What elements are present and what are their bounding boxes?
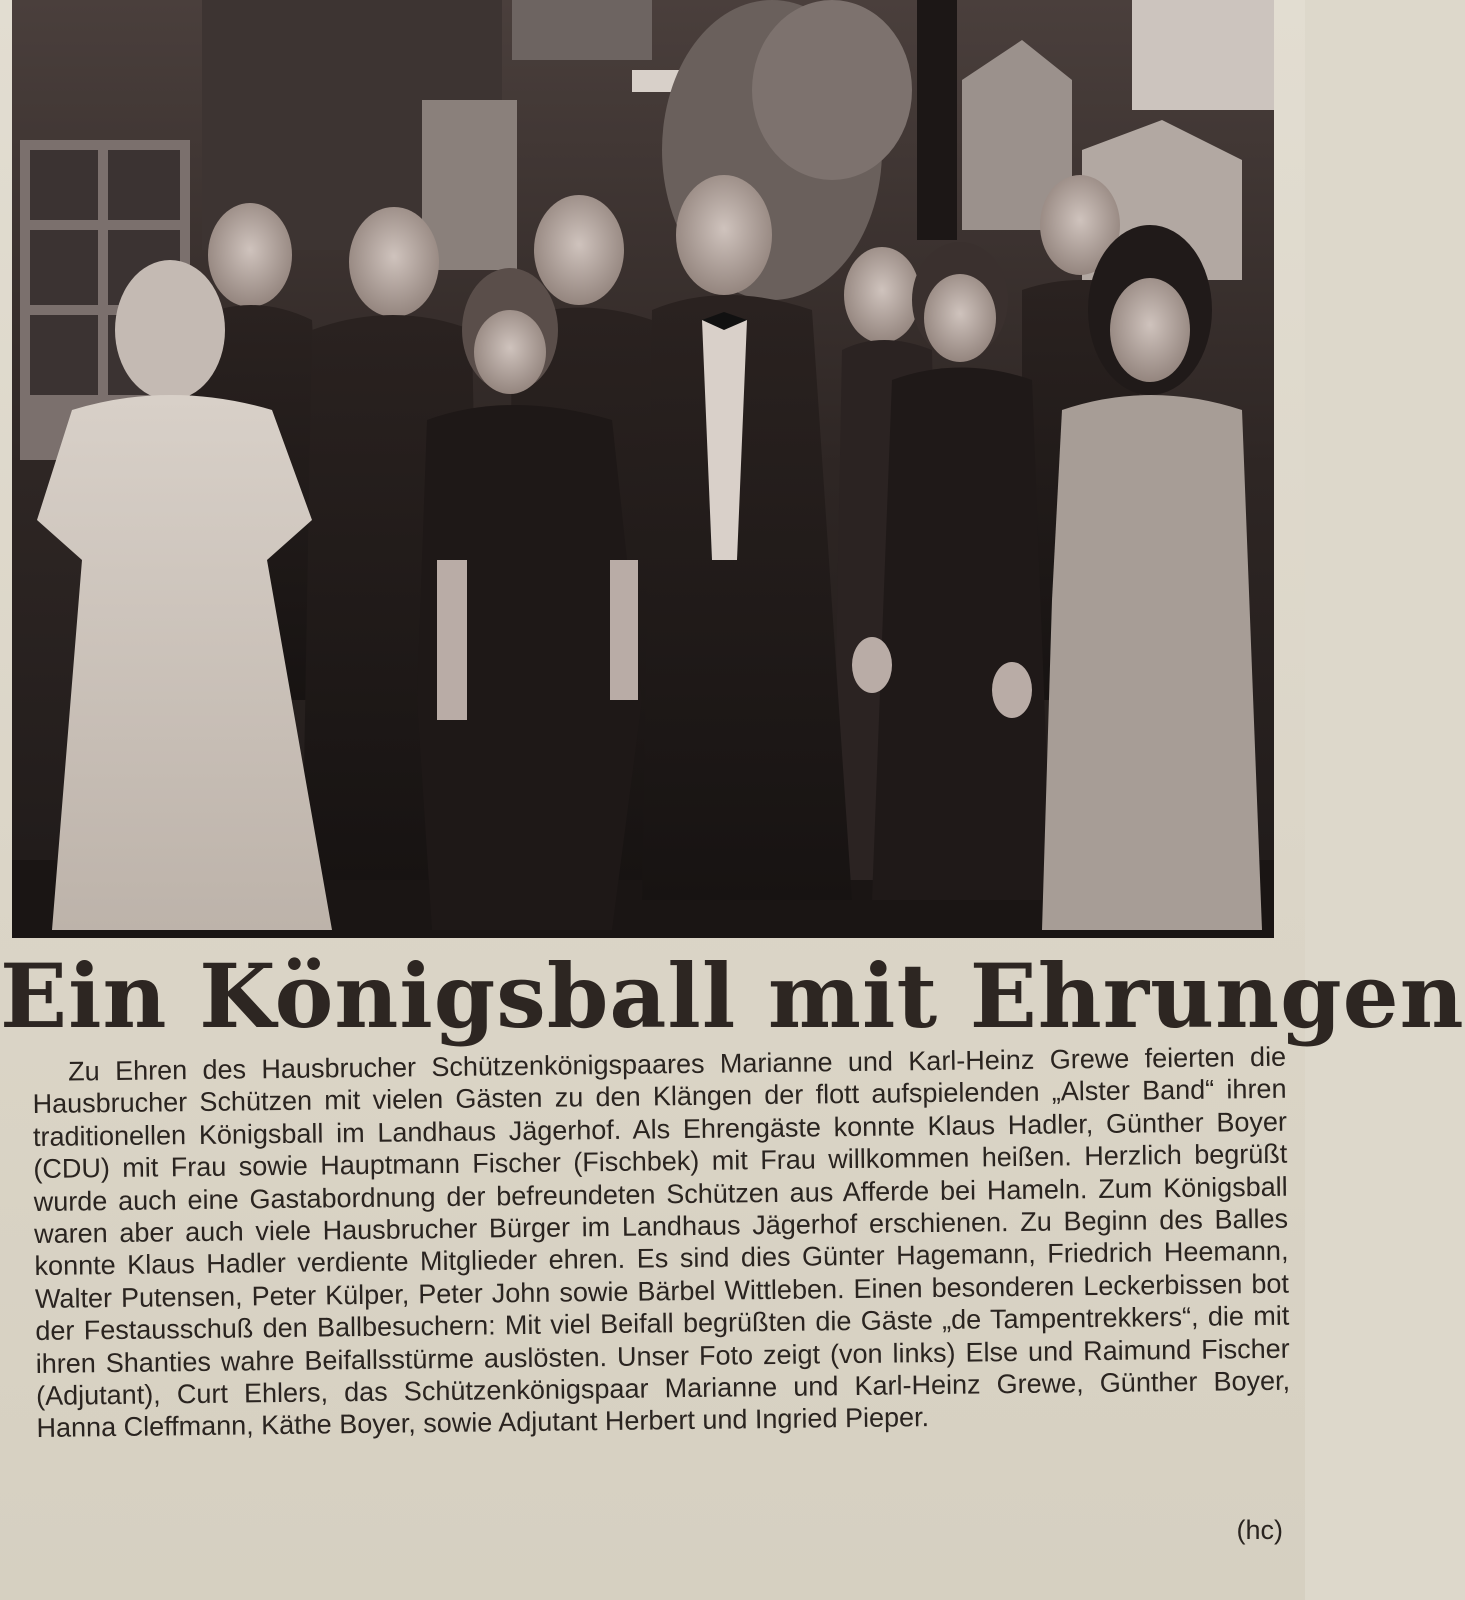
headline: Ein Königsball mit Ehrungen: [0, 944, 1465, 1048]
group-photo: [12, 0, 1274, 938]
article-body: [32, 1041, 1292, 1576]
article-paragraph: Zu Ehren des Hausbrucher Schützenkönigspaares Marianne und Karl-Heinz Grewe feierten die Hausbrucher Schützen mit vielen Gästen zu den Klängen der flott aufspielenden „Alster Band“ ihren traditionellen Königsball im Landhaus Jägerhof. Als Ehrengäste konnte Klaus Hadler, Günther Boyer (CDU) mit Frau sowie Hauptmann Fischer (Fischbek) mit Frau willkommen heißen. Herzlich begrüßt wurde auch eine Gastabordnung der befreundeten Schützen aus Afferde bei Hameln. Zum Königsball waren aber auch viele Hausbrucher Bürger im Landhaus Jägerhof erschienen. Zu Beginn des Balles konnte Klaus Hadler verdiente Mitglieder ehren. Es sind dies Günter Hagemann, Friedrich Heemann, Walter Putensen, Peter Külper, Peter John sowie Bärbel Wittleben. Einen besonderen Leckerbissen bot der Festausschuß den Ballbesuchern: Mit viel Beifall begrüßten die Gäste „de Tampentrekkers“, die mit ihren Shanties wahre Beifallsstürme auslösten. Unser Foto zeigt (von links) Else und Raimund Fischer (Adjutant), Curt Ehlers, das Schützenkönigspaar Marianne und Karl-Heinz Grewe, Günther Boyer, Hanna Cleffmann, Käthe Boyer, sowie Adjutant Herbert und Ingried Pieper.: [32, 1041, 1291, 1444]
author-credit: (hc): [1236, 1515, 1283, 1545]
